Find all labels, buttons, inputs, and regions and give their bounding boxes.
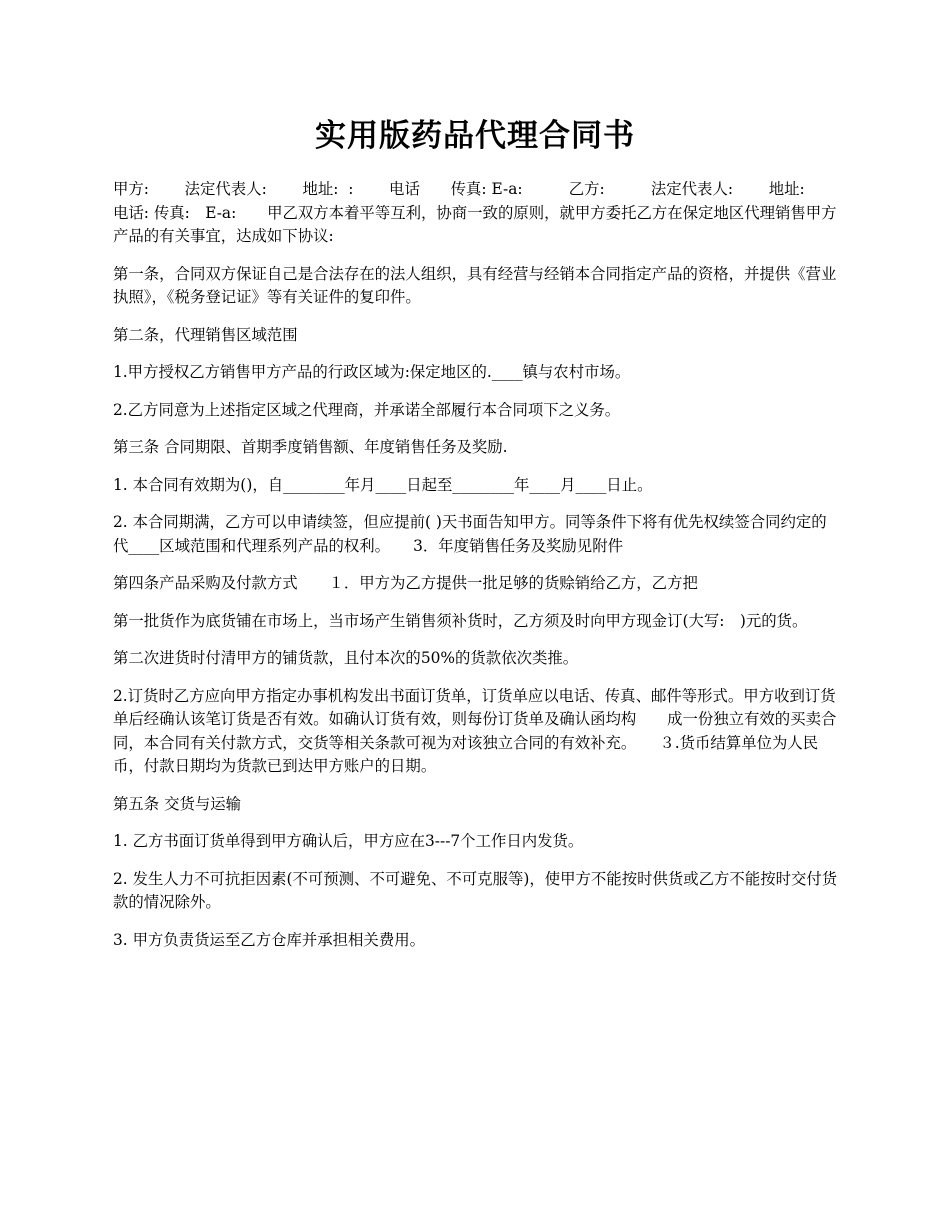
paragraph-article-3-item-1: 1. 本合同有效期为()，自________年月____日起至________年____月____日止。 — [113, 475, 653, 494]
paragraph-article-1: 第一条，合同双方保证自己是合法存在的法人组织，具有经营与经销本合同指定产品的资格，并提供《营业执照》，《税务登记证》等有关证件的复印件。 — [113, 264, 837, 306]
paragraph-article-5-item-2: 2. 发生人力不可抗拒因素(不可预测、不可避免、不可克服等)，使甲方不能按时供货或乙方不能按时交付货款的情况除外。 — [113, 869, 838, 911]
paragraph-article-4-item-2: 2.订货时乙方应向甲方指定办事机构发出书面订货单，订货单应以电话、传真、邮件等形式。甲方收到订货单后经确认该笔订货是否有效。如确认订货有效，则每份订货单及确认函均构 成一份独立有效的买卖合同，本合同有关付款方式，交货等相关条款可视为对该独立合同的有效补充。 ３.货币结算单位为人民币，付款日期均为货款已到达甲方账户的日期。 — [113, 686, 837, 775]
paragraph-article-2-heading: 第二条，代理销售区域范围 — [113, 325, 298, 344]
paragraph-article-2-item-2: 2.乙方同意为上述指定区域之代理商，并承诺全部履行本合同项下之义务。 — [113, 400, 621, 419]
paragraph-article-5-item-3: 3. 甲方负责货运至乙方仓库并承担相关费用。 — [113, 930, 425, 949]
paragraph-article-3-heading: 第三条 合同期限、首期季度销售额、年度销售任务及奖励. — [113, 438, 508, 456]
paragraph-article-4-heading: 第四条产品采购及付款方式 １．甲方为乙方提供一批足够的货赊销给乙方，乙方把 — [113, 574, 698, 592]
paragraph-article-5-item-1: 1. 乙方书面订货单得到甲方确认后，甲方应在3---7个工作日内发货。 — [113, 832, 584, 850]
paragraph-parties: 甲方: 法定代表人: 地址: : 电话 传真: E-a: 乙方: 法定代表人: 地址: 电话: 传真: E-a: 甲乙双方本着平等互利，协商一致的原则，就甲方委托乙方在保定地区代理销售甲方产品的有关事宜，达成如下协议: — [113, 180, 851, 245]
document-body — [113, 178, 851, 966]
paragraph-article-4-item-1-end: 第二次进货时付清甲方的铺货款，且付本次的50%的货款依次类推。 — [113, 649, 579, 667]
paragraph-article-3-item-2: 2. 本合同期满，乙方可以申请续签，但应提前( )天书面告知甲方。同等条件下将有优先权续签合同约定的代____区域范围和代理系列产品的权利。 3．年度销售任务及奖励见附件 — [113, 513, 827, 555]
document-title: 实用版药品代理合同书 — [315, 118, 635, 154]
paragraph-article-5-heading: 第五条 交货与运输 — [113, 794, 242, 813]
paragraph-article-4-item-1-cont: 第一批货作为底货铺在市场上，当市场产生销售须补货时，乙方须及时向甲方现金订(大写: )元的货。 — [113, 611, 808, 630]
paragraph-article-2-item-1: 1.甲方授权乙方销售甲方产品的行政区域为:保定地区的.____镇与农村市场。 — [113, 363, 631, 381]
